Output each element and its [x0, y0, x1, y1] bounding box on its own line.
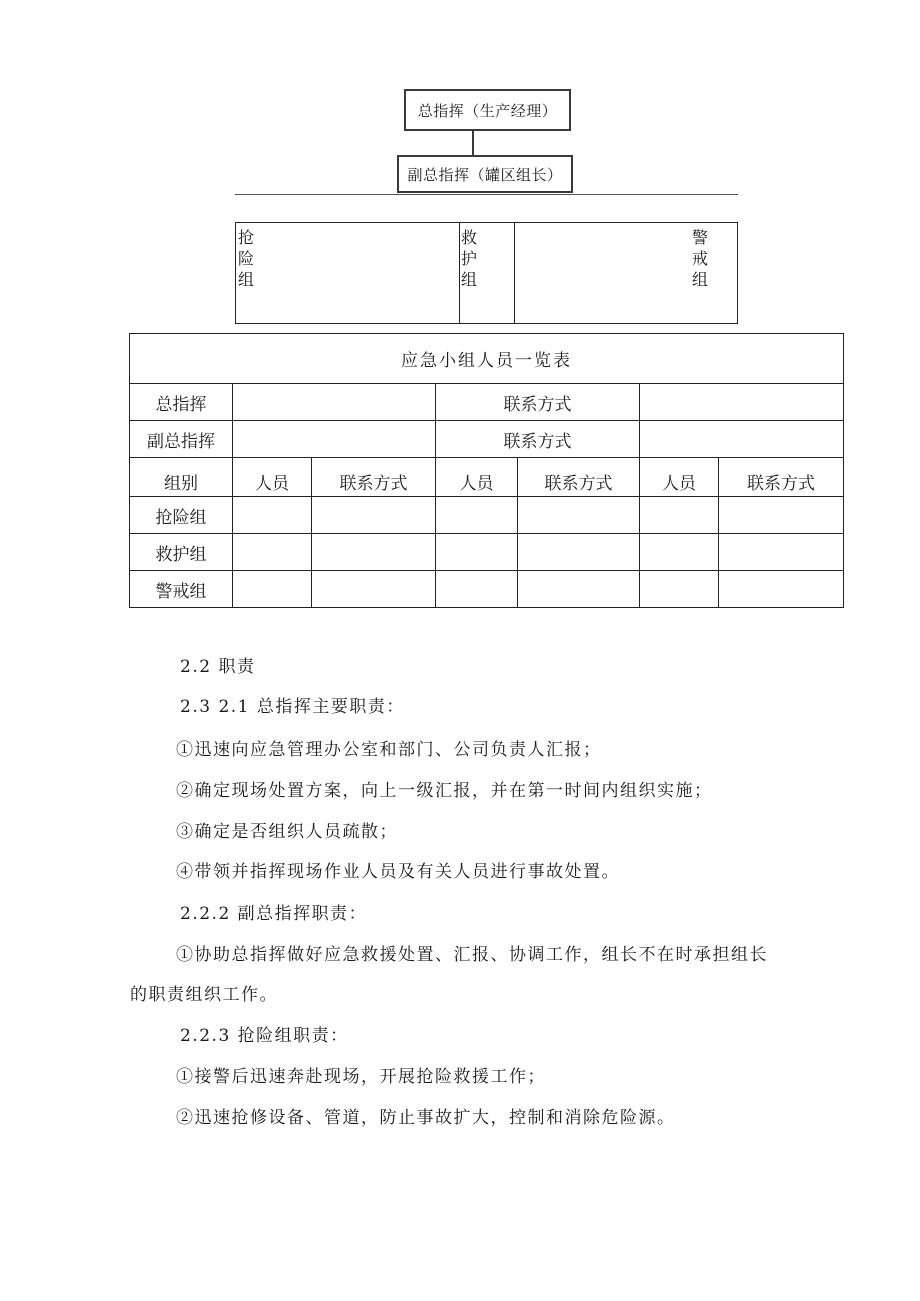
- divider-line: [235, 194, 738, 195]
- deputy-box: [397, 155, 573, 193]
- row-label: 救护组: [130, 534, 233, 571]
- header-members: 人员: [640, 458, 719, 497]
- group-rescue: 抢 险 组: [238, 228, 255, 289]
- deputy-name-cell: [233, 421, 436, 458]
- table-title: 应急小组人员一览表: [130, 334, 844, 384]
- roster-table: [129, 333, 844, 608]
- deputy-row-label: 副总指挥: [130, 421, 233, 458]
- header-contact: 联系方式: [312, 458, 436, 497]
- paragraph: ④带领并指挥现场作业人员及有关人员进行事故处置。: [176, 862, 620, 882]
- header-group: 组别: [130, 458, 233, 497]
- table-row: [130, 571, 844, 608]
- commander-label: 总指挥（生产经理）: [417, 101, 558, 120]
- header-contact: 联系方式: [719, 458, 844, 497]
- header-contact: 联系方式: [518, 458, 640, 497]
- deputy-contact-cell: [640, 421, 844, 458]
- header-members: 人员: [233, 458, 312, 497]
- paragraph: ③确定是否组织人员疏散；: [176, 822, 398, 842]
- paragraph: ②迅速抢修设备、管道，防止事故扩大，控制和消除危险源。: [176, 1108, 676, 1128]
- subsection-heading: 2.2.3 抢险组职责：: [180, 1026, 349, 1046]
- row-label: 警戒组: [130, 571, 233, 608]
- group-column-rescue: [236, 223, 460, 323]
- connector-line: [472, 131, 474, 155]
- paragraph: ①接警后迅速奔赴现场，开展抢险救援工作；: [176, 1067, 546, 1087]
- table-row: [130, 534, 844, 571]
- subsection-heading: 2.2.2 副总指挥职责：: [180, 904, 368, 924]
- group-guard: 警 戒 组: [692, 228, 709, 289]
- subsection-heading: 2.3 2.1 总指挥主要职责：: [180, 697, 405, 717]
- header-members: 人员: [436, 458, 518, 497]
- paragraph: ①迅速向应急管理办公室和部门、公司负责人汇报；: [176, 740, 602, 760]
- section-heading: 2.2 职责: [180, 657, 256, 677]
- deputy-label: 副总指挥（罐区组长）: [407, 165, 563, 184]
- table-row: [130, 384, 844, 421]
- commander-contact-cell: [640, 384, 844, 421]
- table-row: [130, 421, 844, 458]
- paragraph: 的职责组织工作。: [130, 985, 278, 1005]
- deputy-contact-label: 联系方式: [436, 421, 640, 458]
- commander-box: [404, 89, 571, 131]
- groups-box: [235, 222, 738, 324]
- paragraph: ①协助总指挥做好应急救援处置、汇报、协调工作，组长不在时承担组长: [176, 945, 768, 965]
- paragraph: ②确定现场处置方案，向上一级汇报，并在第一时间内组织实施；: [176, 781, 713, 801]
- table-row: [130, 497, 844, 534]
- group-aid: 救 护 组: [461, 228, 478, 289]
- row-label: 抢险组: [130, 497, 233, 534]
- commander-row-label: 总指挥: [130, 384, 233, 421]
- commander-name-cell: [233, 384, 436, 421]
- table-header-row: [130, 458, 844, 497]
- commander-contact-label: 联系方式: [436, 384, 640, 421]
